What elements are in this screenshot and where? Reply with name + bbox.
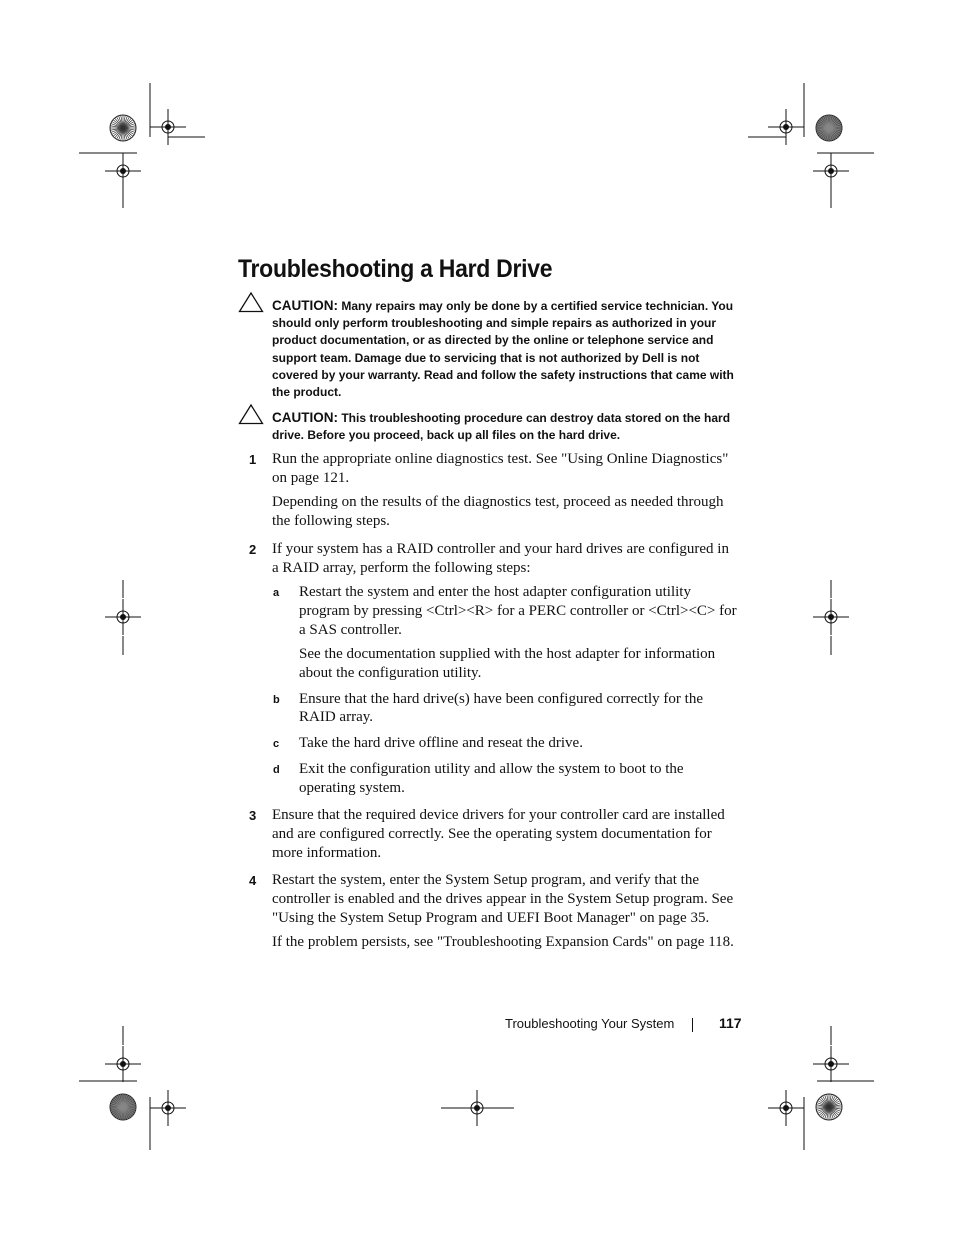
substep-letter: d	[273, 763, 280, 776]
registration-crosshair	[150, 109, 186, 145]
step-text: Restart the system, enter the System Setup program, and verify that the controller is enabled and the drives appear in the System Setup program. See "Using the System Setup Program and UEFI Boot Manager" on page 35.	[272, 872, 734, 926]
registration-crosshair	[105, 599, 141, 635]
caution-label: CAUTION:	[272, 298, 338, 313]
substep-text: Exit the configuration utility and allow the system to boot to the operating system.	[299, 760, 684, 796]
registration-crosshair	[105, 153, 141, 189]
registration-starburst	[110, 115, 136, 141]
step-4	[238, 871, 738, 952]
registration-starburst	[110, 1094, 136, 1120]
registration-starburst	[816, 115, 842, 141]
caution-text: Many repairs may only be done by a certified service technician. You should only perform troubleshooting and simple repairs as authorized in your product documentation, or as directed by the online or telephone service and support team. Damage due to servicing that is not authorized by Dell is not covered by your warranty. Read and follow the safety instructions that came with the product.	[272, 299, 734, 400]
procedure-steps	[238, 450, 738, 961]
registration-crosshair	[768, 109, 804, 145]
step-note: If the problem persists, see "Troubleshooting Expansion Cards" on page 118.	[272, 934, 734, 951]
caution-notice-2	[238, 409, 738, 444]
step-text: If your system has a RAID controller and your hard drives are configured in a RAID array, perform the following steps:	[272, 540, 729, 576]
registration-crosshair	[813, 599, 849, 635]
step-3	[238, 806, 738, 862]
step-number: 4	[249, 873, 257, 889]
step-number: 1	[249, 452, 257, 467]
registration-crosshair	[768, 1090, 804, 1126]
substep-text: Take the hard drive offline and reseat the drive.	[299, 735, 583, 752]
registration-crosshair	[150, 1090, 186, 1126]
step-note: Depending on the results of the diagnostics test, proceed as needed through the following steps.	[272, 494, 724, 530]
registration-starburst	[816, 1094, 842, 1120]
substep-b	[272, 690, 738, 727]
step-2	[238, 540, 738, 797]
registration-crosshair	[813, 153, 849, 189]
substep-text: Restart the system and enter the host adapter configuration utility program by pressing <Ctrl><R> for a PERC controller or <Ctrl><C> for a SAS controller.	[299, 584, 737, 638]
page-title: Troubleshooting a Hard Drive	[238, 255, 553, 283]
caution-icon	[238, 403, 264, 425]
registration-crosshair	[105, 1046, 141, 1082]
footer-divider	[692, 1018, 693, 1032]
step-1	[238, 450, 738, 531]
substep-letter: b	[273, 693, 280, 706]
step-number: 3	[249, 808, 257, 824]
step-text: Run the appropriate online diagnostics test. See "Using Online Diagnostics" on page 121.	[272, 451, 729, 486]
caution-text: This troubleshooting procedure can destroy data stored on the hard drive. Before you proceed, back up all files on the hard drive.	[272, 411, 731, 443]
caution-notice-1	[238, 297, 738, 401]
step-text: Ensure that the required device drivers for your controller card are installed and are configured correctly. See the operating system documentation for more information.	[272, 807, 725, 861]
step-number: 2	[249, 541, 257, 557]
substep-letter: a	[273, 587, 280, 600]
substep-text: Ensure that the hard drive(s) have been configured correctly for the RAID array.	[299, 690, 703, 726]
substep-c	[272, 734, 738, 753]
substep-note: See the documentation supplied with the host adapter for information about the configuration utility.	[299, 646, 716, 682]
caution-label: CAUTION:	[272, 410, 338, 425]
registration-crosshair	[459, 1090, 495, 1126]
caution-icon	[238, 291, 264, 313]
page-number: 117	[719, 1015, 742, 1031]
footer-section-title: Troubleshooting Your System	[505, 1016, 675, 1031]
substep-d	[272, 760, 738, 797]
substep-a	[272, 583, 738, 683]
substep-letter: c	[273, 738, 280, 751]
registration-crosshair	[813, 1046, 849, 1082]
